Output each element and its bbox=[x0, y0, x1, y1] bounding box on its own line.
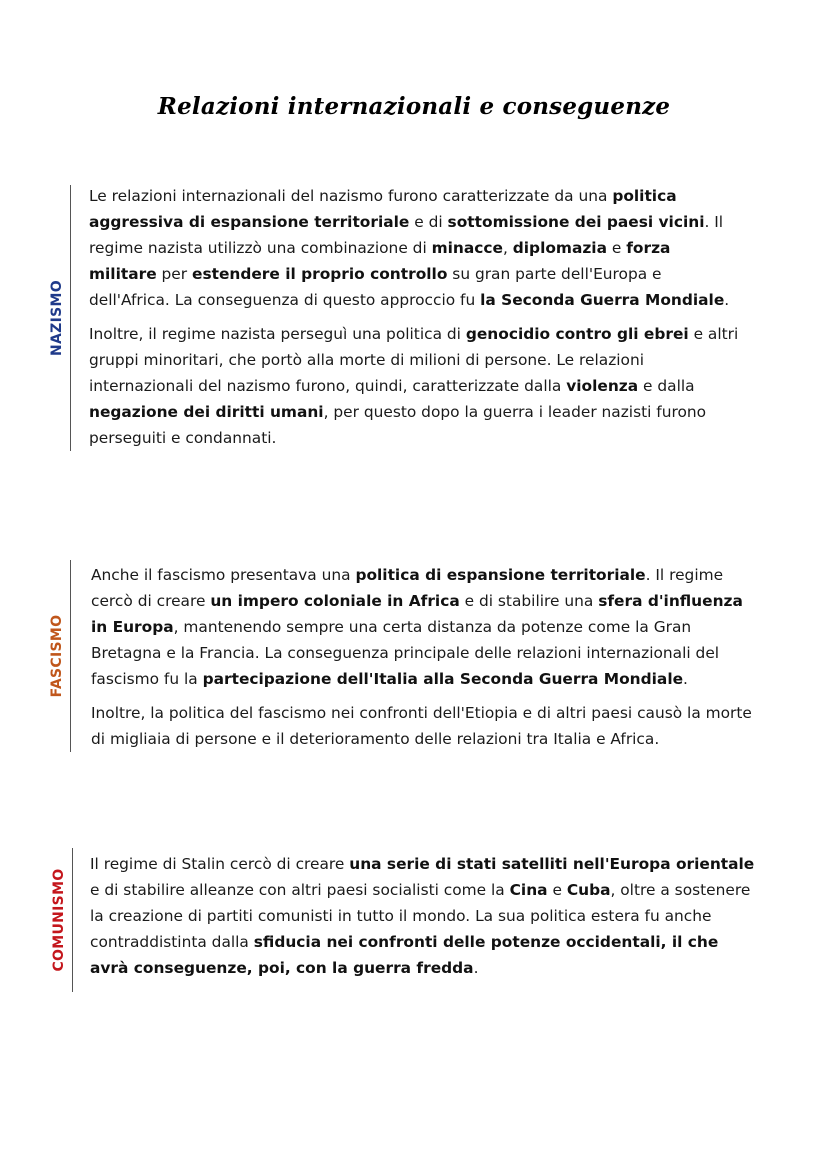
bold-text: Cuba bbox=[566, 881, 611, 899]
bold-text: diplomazia bbox=[512, 239, 607, 257]
paragraph bbox=[89, 183, 739, 313]
bold-text: sottomissione dei paesi vicini bbox=[447, 213, 705, 231]
text-run: . bbox=[724, 291, 730, 309]
text-run: su gran parte dell'Europa e dell'Africa. La conseguenza di questo approccio fu bbox=[89, 265, 662, 309]
bold-text: violenza bbox=[566, 377, 639, 395]
text-run: . bbox=[683, 670, 688, 688]
bold-text: la Seconda Guerra Mondiale bbox=[480, 291, 725, 309]
section-label: FASCISMO bbox=[49, 614, 65, 698]
text-run: , oltre a sostenere la creazione di partiti comunisti in tutto il mondo. La sua politica estera fu anche contraddistinta dalla bbox=[90, 881, 751, 951]
section-label: COMUNISMO bbox=[51, 868, 67, 972]
text-run: e bbox=[547, 881, 567, 899]
text-run: . Il regime nazista utilizzò una combinazione di bbox=[89, 213, 724, 257]
bold-text: Cina bbox=[509, 881, 548, 899]
section-text bbox=[89, 183, 739, 459]
bold-text: sfiducia nei confronti delle potenze occidentali, il che avrà conseguenze, poi, con la guerra fredda bbox=[90, 933, 719, 977]
text-run: e di stabilire alleanze con altri paesi socialisti come la bbox=[90, 881, 510, 899]
bold-text: minacce bbox=[431, 239, 503, 257]
section-label: NAZISMO bbox=[49, 280, 65, 356]
text-run: , bbox=[502, 239, 513, 257]
text-run: Inoltre, il regime nazista perseguì una politica di bbox=[89, 325, 466, 343]
bold-text: un impero coloniale in Africa bbox=[210, 592, 460, 610]
text-run: Il regime di Stalin cercò di creare bbox=[90, 855, 350, 873]
bold-text: sfera d'influenza in Europa bbox=[91, 592, 743, 636]
bold-text: politica di espansione territoriale bbox=[355, 566, 646, 584]
text-run: . Il regime cercò di creare bbox=[91, 566, 724, 610]
bold-text: negazione dei diritti umani bbox=[89, 403, 324, 421]
paragraph bbox=[89, 321, 739, 451]
bold-text: genocidio contro gli ebrei bbox=[465, 325, 689, 343]
bold-text: una serie di stati satelliti nell'Europa orientale bbox=[349, 855, 755, 873]
paragraph bbox=[91, 562, 756, 692]
side-label-bar bbox=[46, 848, 73, 992]
text-run: e bbox=[606, 239, 627, 257]
text-run: e di bbox=[409, 213, 448, 231]
text-run: Inoltre, la politica del fascismo nei confronti dell'Etiopia e di altri paesi causò la morte di migliaia di persone e il deterioramento delle relazioni tra Italia e Africa. bbox=[91, 704, 752, 748]
text-run: Le relazioni internazionali del nazismo furono caratterizzate da una bbox=[89, 187, 613, 205]
text-run: . bbox=[473, 959, 479, 977]
section-text bbox=[90, 851, 755, 989]
side-label-bar bbox=[44, 560, 71, 752]
text-run: Anche il fascismo presentava una bbox=[91, 566, 356, 584]
page-title: Relazioni internazionali e conseguenze bbox=[157, 93, 671, 120]
text-run: e dalla bbox=[638, 377, 695, 395]
side-label-bar bbox=[44, 185, 71, 451]
text-run: e altri gruppi minoritari, che portò alla morte di milioni di persone. Le relazioni internazionali del nazismo furono, quindi, caratterizzate dalla bbox=[89, 325, 739, 395]
text-run: , mantenendo sempre una certa distanza da potenze come la Gran Bretagna e la Francia. La conseguenza principale delle relazioni internazionali del fascismo fu la bbox=[91, 618, 720, 688]
text-run: e di stabilire una bbox=[459, 592, 599, 610]
bold-text: forza militare bbox=[89, 239, 671, 283]
paragraph bbox=[90, 851, 755, 981]
bold-text: politica aggressiva di espansione territoriale bbox=[89, 187, 677, 231]
paragraph bbox=[91, 700, 756, 752]
bold-text: partecipazione dell'Italia alla Seconda Guerra Mondiale bbox=[202, 670, 684, 688]
text-run: , per questo dopo la guerra i leader nazisti furono perseguiti e condannati. bbox=[89, 403, 707, 447]
section-text bbox=[91, 562, 756, 760]
text-run: per bbox=[156, 265, 192, 283]
bold-text: estendere il proprio controllo bbox=[192, 265, 448, 283]
